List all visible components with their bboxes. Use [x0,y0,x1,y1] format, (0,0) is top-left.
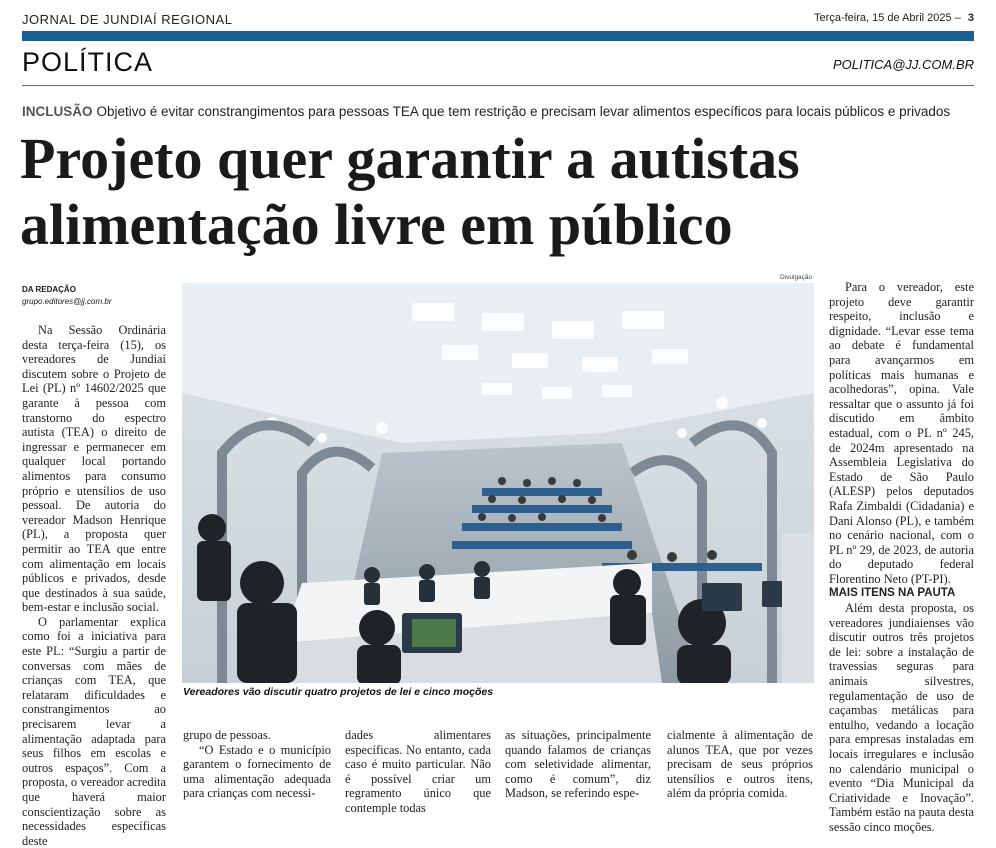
section-email: POLITICA@JJ.COM.BR [832,57,974,72]
paragraph: Na Sessão Ordinária desta terça-feira (15), os vereadores de Jundiaí discutem sobre o Projeto de Lei (PL) nº 14602/2025 que garante à pessoa com transtorno do espectro autista (TEA) o direito de ingressar e permanecer em qualquer local portando alimentos para consumo próprio e utensílios de uso pessoal. De autoria do vereador Madson Henrique (PL), a proposta quer permitir ao TEA que entre com alimentação em locais públicos e privados, desde que destinados à sua saúde, bem-estar e inclusão social. [22,323,166,615]
paragraph-continuation: cialmente à alimentação de alunos TEA, que por vezes precisam de seus próprios utensílios e outros itens, além da própria comida. [667,728,813,801]
paragraph: O parlamentar explica como foi a iniciativa para este PL: “Surgiu a partir de conversas com mães de crianças com TEA, que relataram dificuldades e constrangimentos ao precisarem levar a alimentação adaptada para seus filhos em escolas e outros espaços”. Com a proposta, o vereador acredita que haverá maior conscientização sobre as necessidades específicas deste [22,614,166,848]
subheading: MAIS ITENS NA PAUTA [829,587,956,600]
headline [20,126,980,258]
header-color-bar [22,31,974,41]
issue-date: Terça-feira, 15 de Abril 2025 – 3 [814,12,974,24]
page-number: 3 [967,12,974,24]
article-column-4 [505,728,651,801]
paragraph: “O Estado e o município garantem o fornecimento de uma alimentação adequada para crianças com necessi- [183,742,331,801]
paragraph-continuation: as situações, principalmente quando falamos de crianças com seletividade alimentar, como é comum”, diz Madson, se referindo espe- [505,728,651,801]
section-title: POLÍTICA [22,47,154,77]
photo-caption: Vereadores vão discutir quatro projetos de lei e cinco moções [183,686,494,698]
kicker [22,104,982,119]
date-text: Terça-feira, 15 de Abril 2025 [814,12,952,24]
article-column-3 [345,728,491,816]
paragraph-continuation: grupo de pessoas. [183,728,271,742]
kicker-tag: INCLUSÃO [22,104,93,119]
byline-email: grupo.editores@jj.com.br [22,297,112,306]
article-column-6 [829,280,974,835]
kicker-text: Objetivo é evitar constrangimentos para pessoas TEA que tem restrição e precisam levar alimentos específicos para locais públicos e privados [96,104,951,119]
article-column-1 [22,323,166,848]
chamber-photo [182,283,814,683]
paragraph: Para o vereador, este projeto deve garantir respeito, inclusão e dignidade. “Levar esse tema ao debate é fundamental para avançarmos em políticas mais humanas e acolhedoras”, opina. Vale ressaltar que o assunto já foi discutido em âmbito estadual, com o PL nº 245, de 2024m apresentado na Assembleia Legislativa do Estado de São Paulo (ALESP) pelos deputados Rafa Zimbaldi (Cidadania) e Dani Alonso (PL), e também no cenário nacional, com o PL nº 29, de 2023, de autoria do deputado federal Florentino Neto (PT-PI). [829,280,974,586]
newspaper-name: JORNAL DE JUNDIAÍ REGIONAL [22,12,233,27]
article-column-2 [183,728,331,801]
headline-line-1: Projeto quer garantir a autistas [20,126,800,191]
photo-illustration [182,283,814,683]
header-rule [22,85,974,86]
photo-credit: Divulgação [780,274,813,281]
paragraph-continuation: dades alimentares específicas. No entanto, cada caso é muito particular. Não é possível criar um regramento único que contemple todas [345,728,491,815]
headline-line-2: alimentação livre em público [20,192,733,257]
article-column-5 [667,728,813,801]
byline-author: DA REDAÇÃO [22,285,76,294]
paragraph: Além desta proposta, os vereadores jundiaienses vão discutir outros três projetos de lei: sobre a instalação de travessias seguras para animais silvestres, regulamentação de uso de caçambas metálicas para entulho, vedando a locação para empresas instaladas em locais irregulares e inclusão no calendário municipal o evento “Dia Municipal da Criatividade e Inovação”. Também estão na pauta desta sessão cinco moções. [829,601,975,834]
